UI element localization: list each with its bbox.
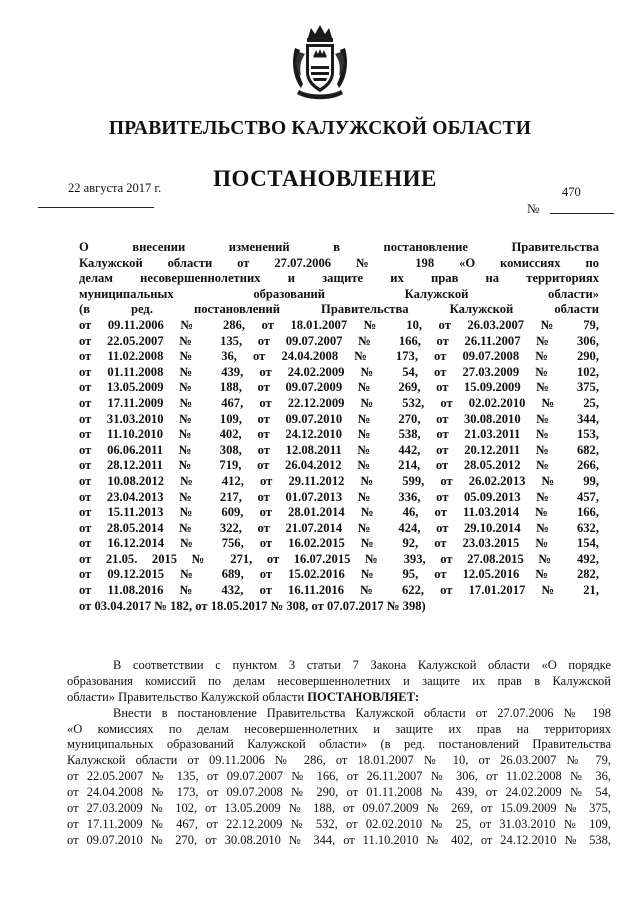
subject-line: муниципальных образований Калужской области» [79,286,599,301]
subject-line: от 03.04.2017 № 182, от 18.05.2017 № 308, от 07.07.2017 № 398) [79,598,426,613]
subject-line: от 17.11.2009 № 467, от 22.12.2009 № 532, от 02.02.2010 № 25, [79,395,599,410]
item-line: от 09.07.2010 № 270, от 30.08.2010 № 344, от 11.10.2010 № 402, от 24.12.2010 № 538, [67,832,611,847]
item-line: от 24.04.2008 № 173, от 09.07.2008 № 290, от 01.11.2008 № 439, от 24.02.2009 № 54, [67,785,611,800]
preamble-line: образования комиссий по делам несовершеннолетних и защите их прав в Калужской [67,673,611,688]
preamble-line: В соответствии с пунктом 3 статьи 7 Закона Калужской области «О порядке [113,658,611,672]
document-subject [79,240,599,614]
subject-line: от 28.12.2011 № 719, от 26.04.2012 № 214, от 28.05.2012 № 266, [79,458,599,473]
subject-line: от 22.05.2007 № 135, от 09.07.2007 № 166, от 26.11.2007 № 306, [79,333,599,348]
item-line: «О комиссиях по делам несовершеннолетних и защите их прав на территориях [67,721,611,736]
subject-line: от 23.04.2013 № 217, от 01.07.2013 № 336, от 05.09.2013 № 457, [79,489,599,504]
subject-line: Калужской области от 27.07.2006 № 198 «О комиссиях по [79,255,599,270]
subject-line: от 11.02.2008 № 36, от 24.04.2008 № 173, от 09.07.2008 № 290, [79,349,599,364]
subject-line: делам несовершеннолетних и защите их прав на территориях [79,271,599,286]
number-underline [550,213,614,214]
item-line: от 22.05.2007 № 135, от 09.07.2007 № 166, от 26.11.2007 № 306, от 11.02.2008 № 36, [67,769,611,784]
document-date: 22 августа 2017 г. [68,181,162,195]
subject-line: от 06.06.2011 № 308, от 12.08.2011 № 442, от 20.12.2011 № 682, [79,442,599,457]
date-underline [38,207,154,208]
subject-line: от 21.05. 2015 № 271, от 16.07.2015 № 393, от 27.08.2015 № 492, [79,551,599,566]
item-line: от 17.11.2009 № 467, от 22.12.2009 № 532, от 02.02.2010 № 25, от 31.03.2010 № 109, [67,816,611,831]
document-type-heading: ПОСТАНОВЛЕНИЕ [213,166,437,191]
subject-line: от 11.10.2010 № 402, от 24.12.2010 № 538, от 21.03.2011 № 153, [79,427,599,442]
subject-line: от 09.12.2015 № 689, от 15.02.2016 № 95, от 12.05.2016 № 282, [79,567,599,582]
subject-line: от 13.05.2009 № 188, от 09.07.2009 № 269, от 15.09.2009 № 375, [79,380,599,395]
subject-line: от 10.08.2012 № 412, от 29.11.2012 № 599, от 26.02.2013 № 99, [79,473,599,488]
number-label: № [527,201,540,216]
subject-line: от 15.11.2013 № 609, от 28.01.2014 № 46, от 11.03.2014 № 166, [79,505,599,520]
item-line: Калужской области от 09.11.2006 № 286, от 18.01.2007 № 10, от 26.03.2007 № 79, [67,753,611,768]
subject-line: О внесении изменений в постановление Правительства [79,240,599,254]
subject-line: от 31.03.2010 № 109, от 09.07.2010 № 270, от 30.08.2010 № 344, [79,411,599,426]
item-line: от 27.03.2009 № 102, от 13.05.2009 № 188, от 09.07.2009 № 269, от 15.09.2009 № 375, [67,801,611,816]
subject-line: от 11.08.2016 № 432, от 16.11.2016 № 622, от 17.01.2017 № 21, [79,583,599,598]
coat-of-arms-icon [289,22,351,102]
subject-line: (в ред. постановлений Правительства Калужской области [79,302,599,317]
subject-line: от 01.11.2008 № 439, от 24.02.2009 № 54, от 27.03.2009 № 102, [79,364,599,379]
subject-line: от 16.12.2014 № 756, от 16.02.2015 № 92, от 23.03.2015 № 154, [79,536,599,551]
document-body [67,658,611,849]
preamble-text: области» Правительство Калужской области [67,689,308,704]
decree-word: ПОСТАНОВЛЯЕТ: [307,689,420,704]
document-number: 470 [562,185,581,199]
subject-line: от 28.05.2014 № 322, от 21.07.2014 № 424, от 29.10.2014 № 632, [79,520,599,535]
preamble-line [67,690,611,706]
item-line: Внести в постановление Правительства Калужской области от 27.07.2006 № 198 [113,705,611,720]
item-line: муниципальных образований Калужской области» (в ред. постановлений Правительства [67,737,611,752]
subject-line: от 09.11.2006 № 286, от 18.01.2007 № 10, от 26.03.2007 № 79, [79,317,599,332]
organization-title: ПРАВИТЕЛЬСТВО КАЛУЖСКОЙ ОБЛАСТИ [108,118,532,139]
